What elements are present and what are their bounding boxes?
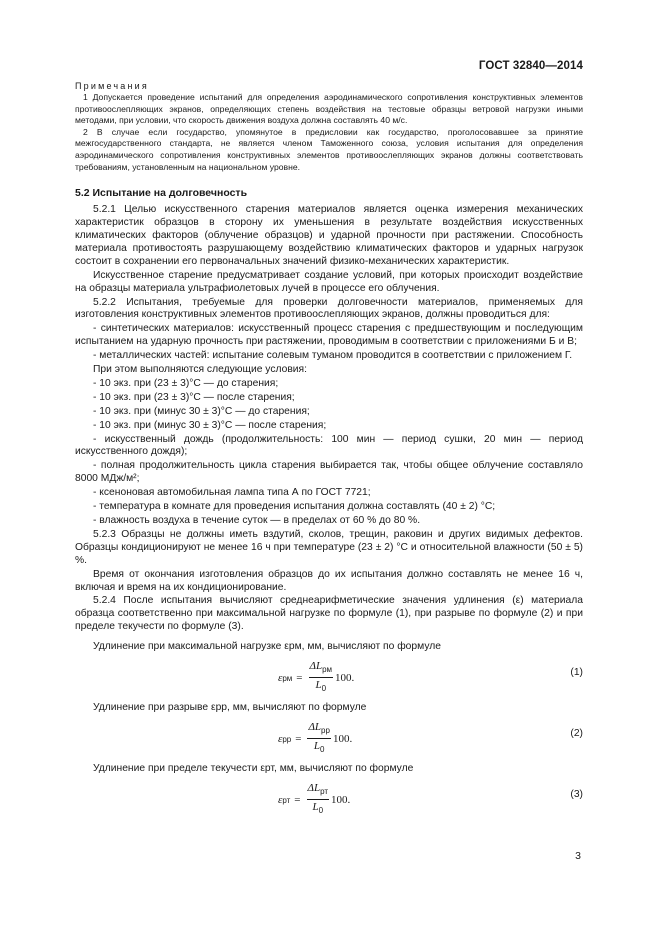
formula-2: ε рр = $\frac{\Delta L_{рр}}{L_0}$ 100. (2) [75, 718, 583, 756]
formula-3-epsilon-sub: рт [282, 795, 291, 805]
paragraph-5-2-1: 5.2.1 Целью искусственного старения материалов является оценка измерения механических характеристик образцов в сторону их уменьшения в результате воздействия искусственных климатических факторов (облучение образцов) и ударной прочности при растяжении. Способность материала противостоять разрушающему воздействию климатических факторов и ударных нагрузок состоит в сохранении его первоначальных значений физико-механических характеристик. [75, 204, 583, 267]
paragraph-5-2-4: 5.2.4 После испытания вычисляют среднеарифметические значения удлинения (ε) материала образца соответственно при максимальной нагрузке по формуле (1), при разрыве по формуле (2) и при пределе текучести по формуле (3). [75, 595, 583, 633]
formula-1-numerator: ΔL [309, 660, 323, 673]
formula-2-intro: Удлинение при разрыве εрр, мм, вычисляют по формуле [93, 702, 367, 714]
formula-1: ε рм = $\frac{\Delta L_{рм}}{L_0}$ 100. (1) [75, 657, 583, 695]
paragraph-time: Время от окончания изготовления образцов до их испытания должно составлять не менее 16 ч, включая и время на их кондиционирование. [75, 568, 583, 593]
list-item-temperature: - температура в комнате для проведения испытания должна составлять (40 ± 2) °С; [93, 501, 496, 513]
formula-1-epsilon: ε [278, 672, 283, 685]
list-item-condition-2: - 10 экз. при (23 ± 3)°С — после старения; [93, 391, 295, 403]
formula-1-fraction [309, 660, 334, 696]
list-item-rain: - искусственный дождь (продолжительность: 100 мин — период сушки, 20 мин — период искусственного дождя); [75, 433, 583, 458]
paragraph-conditions: При этом выполняются следующие условия: [93, 364, 307, 376]
formula-3-epsilon: ε [278, 794, 283, 807]
formula-3-fraction [307, 782, 330, 818]
formula-2-epsilon: ε [278, 733, 283, 746]
formula-1-denominator: L [315, 679, 322, 692]
formula-1-numerator-sub: рм [322, 665, 333, 675]
formula-3-number: (3) [570, 789, 583, 801]
paragraph-aging: Искусственное старение предусматривает создание условий, при которых происходит воздействие на образцы материала ультрафиолетовых лучей в процессе его облучения. [75, 269, 583, 294]
formula-1-denominator-sub: 0 [321, 684, 327, 694]
list-item-humidity: - влажность воздуха в течение суток — в пределах от 60 % до 80 %. [93, 515, 421, 526]
formula-1-epsilon-sub: рм [282, 673, 293, 683]
list-item-condition-4: - 10 экз. при (минус 30 ± 3)°С — после старения; [93, 419, 327, 431]
paragraph-5-2-3: 5.2.3 Образцы не должны иметь вздутий, сколов, трещин, раковин и других видимых дефектов. Образцы кондиционируют не менее 16 ч при температуре (23 ± 2) °С и относительной влажности (50 ± 5) %. [75, 528, 583, 566]
note-1: 1 Допускается проведение испытаний для определения аэродинамического сопротивления конструктивных элементов противоослепляющих экранов, определяющих степень воздействия на тестовые образцы ветровой нагрузки иными методами, при условии, что скорость движения воздуха должна составлять 40 м/с. [75, 92, 583, 126]
note-2: 2 В случае если государство, упомянутое в предисловии как государство, проголосовавшее за принятие межгосударственного стандарта, не является членом Таможенного союза, условия испытания для определения аэродинамического сопротивления конструктивных элементов противоослепляющих экранов должны соответствовать требованиям, установленным на национальном уровне. [75, 126, 583, 172]
formula-3-factor: 100. [331, 794, 351, 807]
paragraph-5-2-2: 5.2.2 Испытания, требуемые для проверки долговечности материалов, применяемых для изготовления конструктивных элементов противоослепляющих экранов, должны проводиться для: [75, 296, 583, 321]
document-id-header: ГОСТ 32840—2014 [478, 60, 583, 72]
formula-2-fraction [307, 721, 330, 757]
list-item-condition-1: - 10 экз. при (23 ± 3)°С — до старения; [93, 377, 279, 389]
formula-3-numerator-sub: рт [320, 787, 329, 797]
formula-3-intro: Удлинение при пределе текучести εрт, мм, вычисляют по формуле [93, 763, 414, 775]
formula-1-intro: Удлинение при максимальной нагрузке εрм, мм, вычисляют по формуле [93, 641, 441, 653]
formula-2-denominator-sub: 0 [320, 745, 325, 755]
formula-3-numerator: ΔL [307, 782, 321, 795]
page-number: 3 [575, 850, 581, 862]
formula-2-factor: 100. [332, 733, 353, 746]
page-content [75, 80, 583, 821]
list-item-condition-3: - 10 экз. при (минус 30 ± 3)°С — до старения; [93, 405, 310, 417]
formula-2-numerator: ΔL [308, 721, 322, 734]
formula-2-epsilon-sub: рр [282, 734, 292, 744]
list-item-metal: - металлических частей: испытание солевым туманом проводится в соответствии с приложением Г. [93, 350, 573, 362]
list-item-synthetic: - синтетических материалов: искусственный процесс старения с предшествующим и последующим испытанием на ударную прочность при растяжении, проводимым в соответствии с приложениями Б и В; [75, 323, 583, 348]
formula-1-number: (1) [570, 667, 583, 679]
notes-title: Примечания [75, 81, 149, 91]
formula-3-denominator-sub: 0 [318, 806, 324, 816]
list-item-cycle: - полная продолжительность цикла старения выбирается так, чтобы общее облучение составляло 8000 МДж/м²; [75, 460, 583, 485]
formula-2-number: (2) [570, 728, 583, 740]
section-title: 5.2 Испытание на долговечность [75, 187, 248, 200]
formula-3-denominator: L [312, 801, 319, 814]
formula-3: ε рт = $\frac{\Delta L_{рт}}{L_0}$ 100. (3) [75, 779, 583, 817]
formula-1-factor: 100. [335, 672, 355, 685]
formula-2-numerator-sub: рр [321, 726, 330, 736]
formula-2-denominator: L [313, 740, 321, 753]
list-item-lamp: - ксеноновая автомобильная лампа типа А по ГОСТ 7721; [93, 487, 371, 499]
